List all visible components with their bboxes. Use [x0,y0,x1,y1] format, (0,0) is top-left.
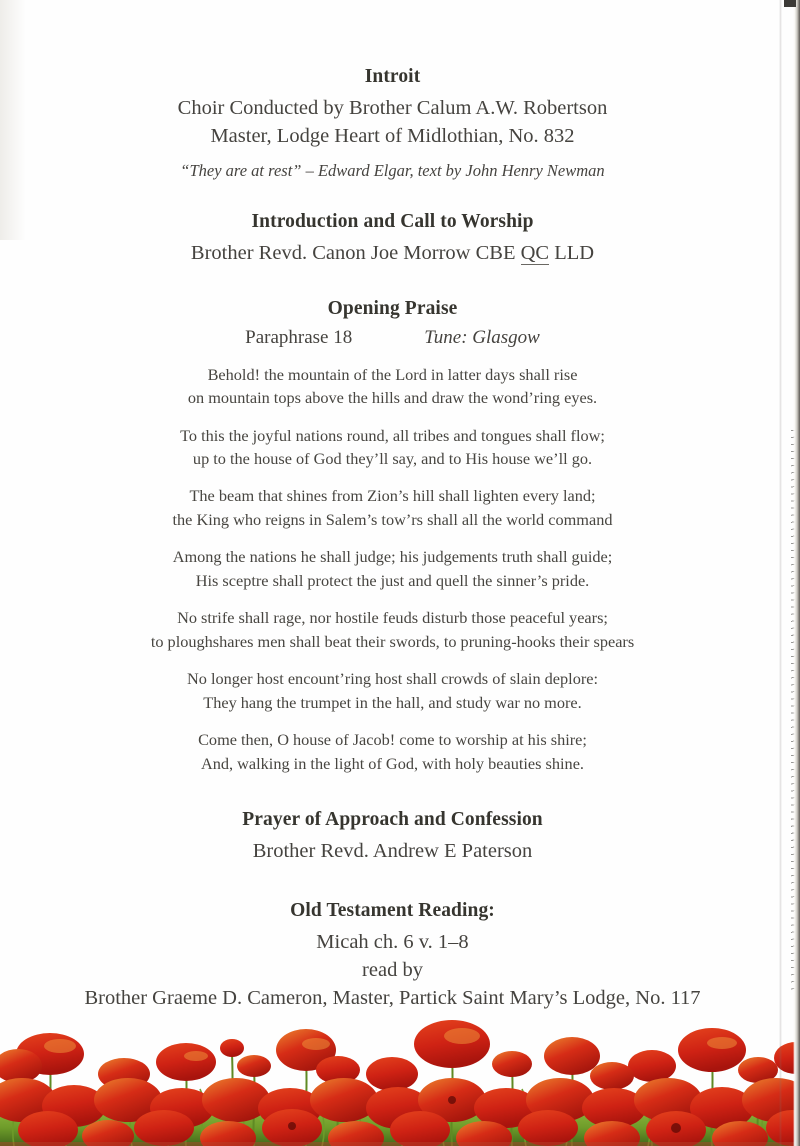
introit-line-2: Master, Lodge Heart of Midlothian, No. 832 [210,124,575,147]
verse-line: Behold! the mountain of the Lord in latter days shall rise [207,364,578,384]
hymn-verse [0,363,785,410]
scan-right-edge [793,0,800,1146]
spacer [0,268,785,298]
verse-line: No strife shall rage, nor hostile feuds disturb those peaceful years; [177,608,608,628]
introit-line-1: Choir Conducted by Brother Calum A.W. Robertson [177,97,608,119]
reading-reference: Micah ch. 6 v. 1–8 [316,930,469,953]
verse-line: Come then, O house of Jacob! come to worship at his shire; [198,730,587,750]
section-introit [0,66,785,181]
spacer [0,233,785,240]
verse-line: on mountain tops above the hills and draw the wond’ring eyes. [187,388,598,408]
spacer [0,922,785,929]
reading-reader: Brother Graeme D. Cameron, Master, Partick Saint Mary’s Lodge, No. 117 [84,986,701,1009]
verse-line: To this the joyful nations round, all tribes and tongues shall flow; [180,425,605,445]
verse-line: The beam that shines from Zion’s hill shall lighten every land; [189,486,596,506]
introduction-celebrant [0,240,785,268]
introit-attribution: “They are at rest” – Edward Elgar, text by John Henry Newman [180,160,605,180]
hymn-verse [0,728,785,775]
spacer [0,151,785,161]
celebrant-name-suffix: LLD [549,241,595,264]
verse-line: His sceptre shall protect the just and quell the sinner’s pride. [195,570,590,590]
scan-top-artifact [784,0,796,7]
spacer [0,592,785,606]
hymn-verse [0,484,785,531]
spacer [0,181,785,211]
section-prayer [0,809,785,866]
spacer [0,714,785,728]
spacer [0,866,785,900]
prayer-heading: Prayer of Approach and Confession [242,808,543,830]
hymn-verse [0,424,785,471]
spacer [0,653,785,667]
spacer [0,531,785,545]
spacer [0,410,785,424]
reading-heading: Old Testament Reading: [290,899,495,921]
hymn-verse [0,606,785,653]
verse-line: the King who reigns in Salem’s tow’rs shall all the world command [172,509,613,529]
spacer [0,775,785,809]
spacer [0,88,785,95]
spacer [0,831,785,838]
introit-heading: Introit [364,66,421,87]
section-opening-praise [0,298,785,775]
verse-line: to ploughshares men shall beat their swords, to pruning-hooks their spears [150,631,635,651]
celebrant-postnominal-qc: QC [520,241,550,264]
hymn-tune: Tune: Glasgow [424,326,540,348]
prayer-leader: Brother Revd. Andrew E Paterson [252,839,533,862]
introduction-heading: Introduction and Call to Worship [251,210,534,232]
verse-line: up to the house of God they’ll say, and to His house we’ll go. [192,448,593,468]
verse-line: Among the nations he shall judge; his judgements truth shall guide; [172,547,613,567]
verse-line: They hang the trumpet in the hall, and study war no more. [203,692,582,712]
praise-meta-row [0,327,785,349]
poppy-field-border [0,996,800,1146]
spacer [0,470,785,484]
adjacent-page-sliver [791,430,800,990]
celebrant-name-prefix: Brother Revd. Canon Joe Morrow CBE [190,241,521,264]
read-by-label: read by [362,958,423,981]
paraphrase-number: Paraphrase 18 [245,326,353,348]
verse-line: No longer host encount’ring host shall crowds of slain deplore: [186,669,599,689]
spacer [0,349,785,363]
hymn-verse [0,545,785,592]
spacer [0,320,785,327]
poppy-field-illustration [0,996,800,1146]
opening-praise-heading: Opening Praise [327,297,458,319]
verse-line: And, walking in the light of God, with holy beauties shine. [200,753,584,773]
hymn-verse [0,667,785,714]
section-introduction [0,211,785,268]
